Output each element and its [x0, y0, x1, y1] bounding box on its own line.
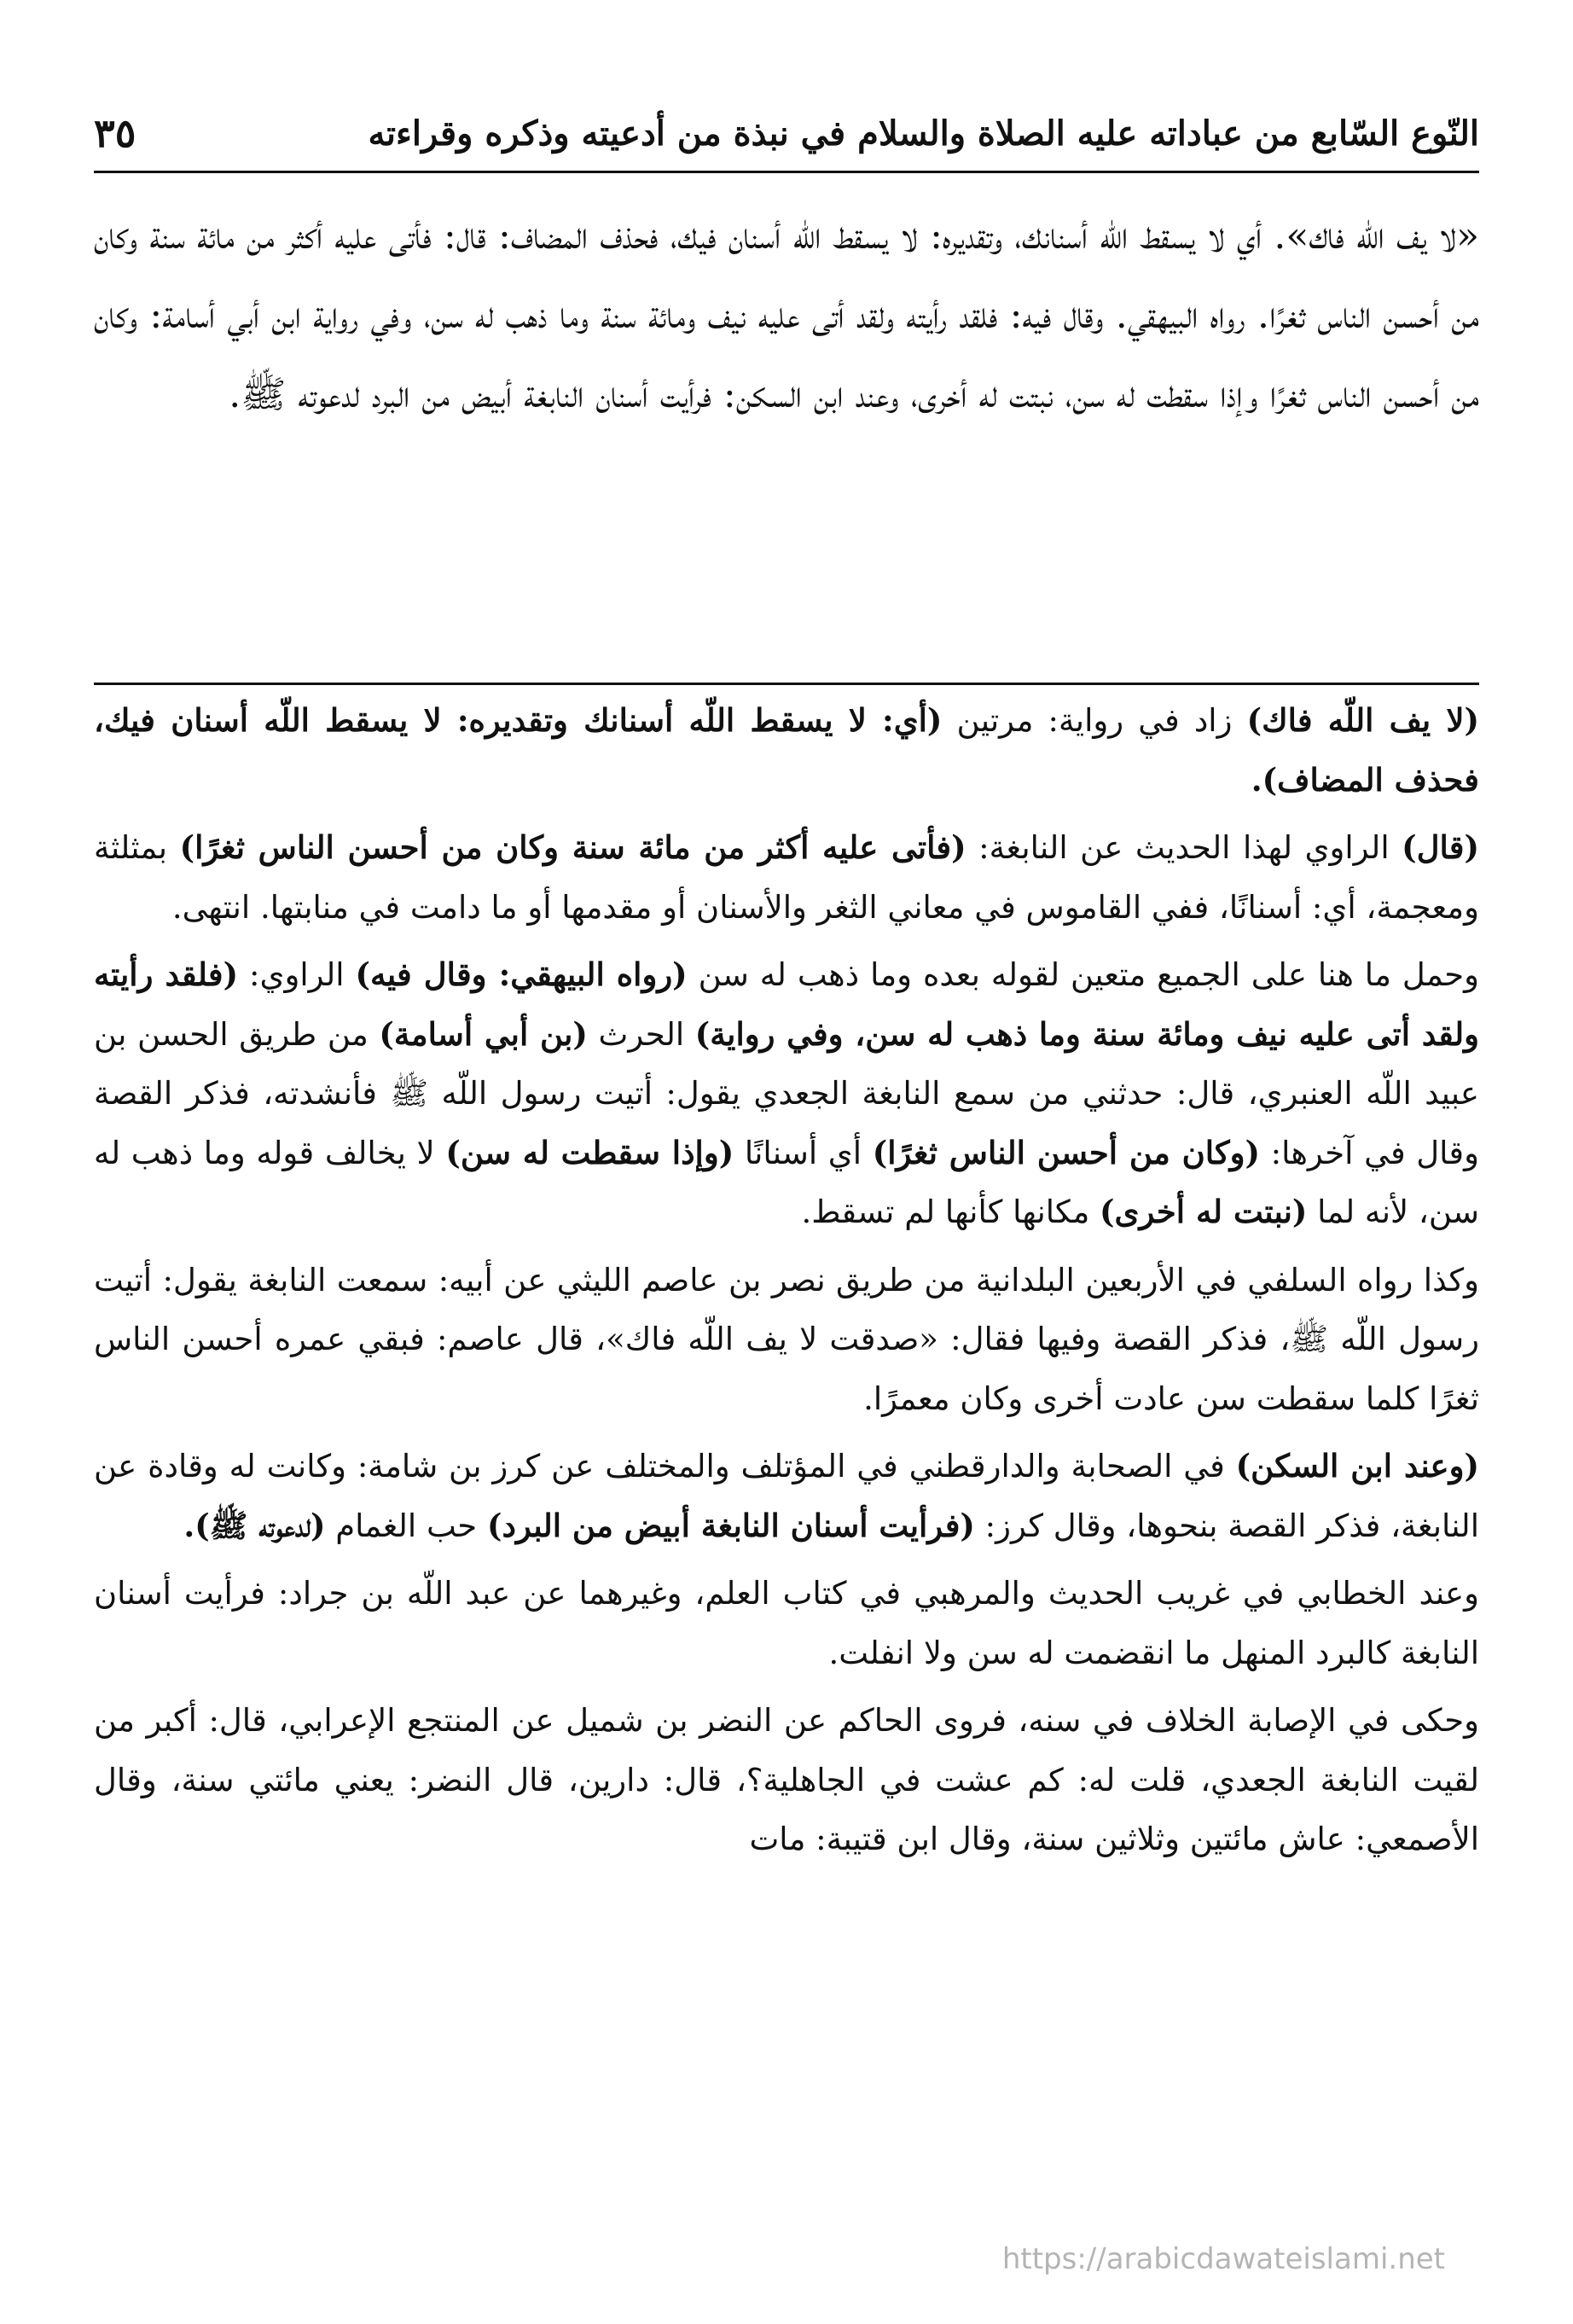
quoted-phrase: (لا يف اللّه فاك) — [1246, 701, 1480, 739]
commentary-text: أي أسنانًا — [734, 1134, 873, 1171]
quoted-phrase: (فرأيت أسنان النابغة أبيض من البرد) — [486, 1506, 975, 1544]
page-header — [94, 102, 1479, 164]
quoted-phrase: (لدعوته ﷺ). — [183, 1506, 326, 1544]
commentary-paragraph-7 — [94, 1691, 1479, 1869]
commentary-text: مكانها كأنها لم تسقط. — [801, 1194, 1100, 1230]
commentary-text: وعند الخطابي في غريب الحديث والمرهبي في كتاب العلم، وغيرهما عن عبد اللّه بن جراد: فرأيت أسنان النابغة كالبرد المنهل ما انقضمت له سن ولا انفلت. — [94, 1575, 1479, 1671]
commentary-text: الحرث — [587, 1015, 695, 1053]
commentary-text: وكذا رواه السلفي في الأربعين البلدانية من طريق نصر بن عاصم الليثي عن أبيه: سمعت النابغة يقول: أتيت رسول اللّه ﷺ، فذكر القصة وفيها فقال: «صدقت لا يف اللّه فاك»، قال عاصم: فبقي عمره أحسن الناس ثغرًا كلما سقطت سن عادت أخرى وكان معمرًا. — [94, 1261, 1479, 1417]
commentary-text: حب الغمام — [325, 1507, 487, 1544]
commentary-paragraph-2 — [94, 818, 1479, 937]
page-number: ٣٥ — [94, 110, 136, 156]
commentary-text: وحمل ما هنا على الجميع متعين لقوله بعده وما ذهب له سن — [687, 956, 1479, 993]
quoted-phrase: (نبتت له أخرى) — [1100, 1193, 1308, 1230]
quoted-phrase: (رواه البيهقي: وقال فيه) — [355, 956, 688, 993]
commentary-paragraph-3 — [94, 945, 1479, 1242]
quoted-phrase: (وعند ابن السكن) — [1235, 1447, 1479, 1484]
commentary-text: في الصحابة والدارقطني في المؤتلف والمختلف عن كرز بن شامة: وكانت له وقادة عن النابغة، فذكر القصة بنحوها، وقال كرز: — [94, 1448, 1479, 1544]
main-text-block — [94, 196, 1479, 674]
quoted-phrase: (قال) — [1402, 828, 1479, 866]
commentary-text: من طريق الحسن بن عبيد اللّه العنبري، قال: حدثني من سمع النابغة الجعدي يقول: أتيت رسول اللّه ﷺ فأنشدته، فذكر القصة وقال في آخرها: — [94, 1015, 1479, 1171]
commentary-text: الراوي لهذا الحديث عن النابغة: — [966, 829, 1402, 866]
commentary-text: الراوي: — [238, 956, 356, 993]
main-text-paragraph: «لا يف الله فاك». أي لا يسقط الله أسنانك، وتقديره: لا يسقط الله أسنان فيك، فحذف المضاف: قال: فأتى عليه أكثر من مائة سنة وكان من أحسن الناس ثغرًا. رواه البيهقي. وقال فيه: فلقد رأيته ولقد أتى عليه نيف ومائة سنة وما ذهب له سن، وفي رواية ابن أبي أسامة: وكان من أحسن الناس ثغرًا وإذا سقطت له سن، نبتت له أخرى، وعند ابن السكن: فرأيت أسنان النابغة أبيض من البرد لدعوته ﷺ. — [94, 214, 1479, 416]
commentary-text: بمثلثة ومعجمة، أي: أسنانًا، ففي القاموس في معاني الثغر والأسنان أو مقدمها أو ما دامت في منابتها. انتهى. — [94, 829, 1479, 926]
quoted-phrase: (فلقد رأيته ولقد أتى عليه نيف ومائة سنة وما ذهب له سن، وفي رواية) — [94, 956, 1479, 1053]
header-rule — [94, 171, 1479, 173]
quoted-phrase: (بن أبي أسامة) — [379, 1014, 588, 1053]
running-title: النّوع السّابع من عباداته عليه الصلاة والسلام في نبذة من أدعيته وذكره وقراءته — [368, 113, 1479, 154]
watermark-url: https://arabicdawateislami.net — [1001, 2242, 1445, 2276]
commentary-paragraph-1 — [94, 691, 1479, 810]
commentary-paragraph-4 — [94, 1251, 1479, 1429]
commentary-block — [94, 691, 1479, 2179]
quoted-phrase: (فأتى عليه أكثر من مائة سنة وكان من أحسن الناس ثغرًا) — [179, 828, 966, 866]
commentary-text: لا يخالف قوله وما ذهب له سن، لأنه لما — [94, 1134, 1479, 1230]
quoted-phrase: (أي: لا يسقط اللّه أسنانك وتقديره: لا يسقط اللّه أسنان فيك، فحذف المضاف). — [94, 701, 1479, 799]
commentary-text: وحكى في الإصابة الخلاف في سنه، فروى الحاكم عن النضر بن شميل عن المنتجع الإعرابي، قال: أكبر من لقيت النابغة الجعدي، قلت له: كم عشت في الجاهلية؟، قال: دارين، قال النضر: يعني مائتي سنة، وقال الأصمعي: عاش مائتين وثلاثين سنة، وقال ابن قتيبة: مات — [94, 1702, 1479, 1857]
commentary-paragraph-5 — [94, 1437, 1479, 1555]
commentary-paragraph-6 — [94, 1564, 1479, 1682]
commentary-divider-rule — [94, 683, 1479, 685]
commentary-text: زاد في رواية: مرتين — [942, 702, 1247, 739]
quoted-phrase: (وكان من أحسن الناس ثغرًا) — [872, 1133, 1260, 1171]
quoted-phrase: (وإذا سقطت له سن) — [445, 1133, 734, 1171]
